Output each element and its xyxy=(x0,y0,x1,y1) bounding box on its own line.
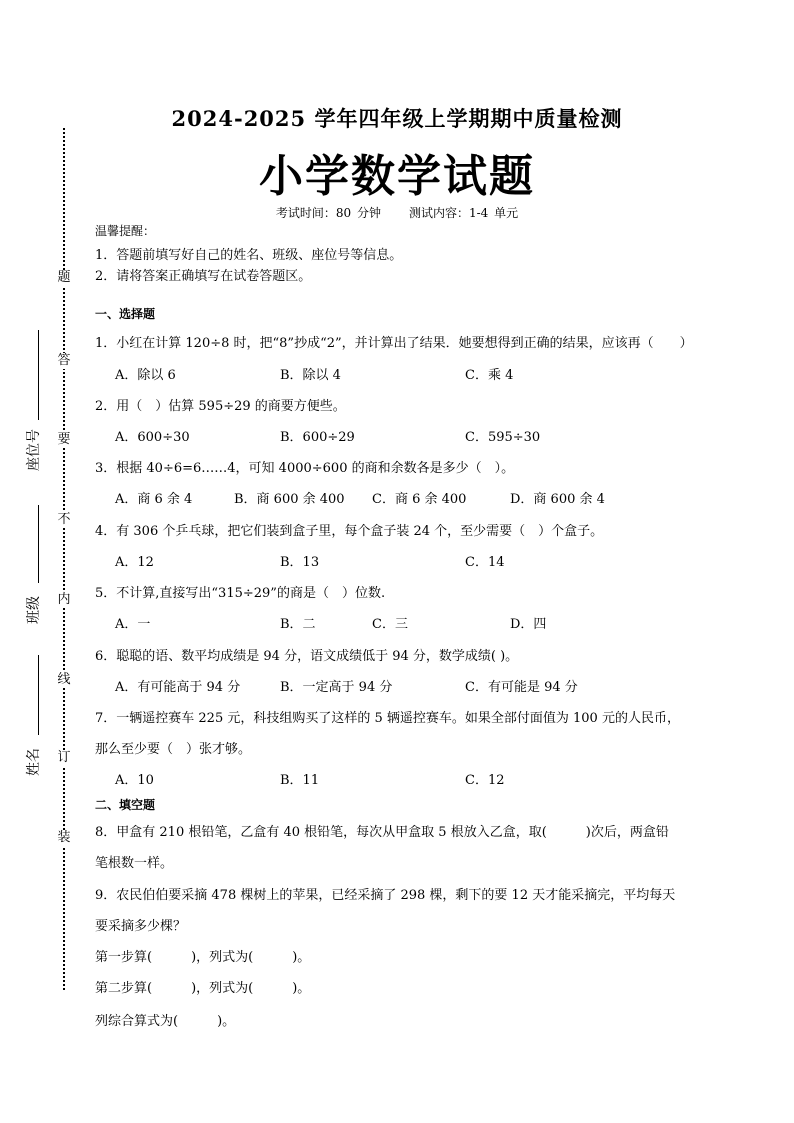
exam-scope: 测试内容：1-4 单元 xyxy=(408,206,519,220)
margin-char-5: 内 xyxy=(57,592,71,607)
q3-option-c[interactable]: C．商 6 余 400 xyxy=(372,492,467,507)
question-1: 1．小红在计算 120÷8 时，把“8”抄成“2”，并计算出了结果．她要想得到正确的结果，应该再（ ） xyxy=(95,336,693,351)
notice-heading: 温馨提醒： xyxy=(95,224,156,238)
q4-option-b[interactable]: B．13 xyxy=(280,555,320,570)
q2-option-b[interactable]: B．600÷29 xyxy=(280,430,355,445)
q6-option-c[interactable]: C．有可能是 94 分 xyxy=(465,680,578,695)
q6-option-a[interactable]: A．有可能高于 94 分 xyxy=(115,680,241,695)
q3-option-b[interactable]: B．商 600 余 400 xyxy=(234,492,345,507)
q5-option-c[interactable]: C．三 xyxy=(372,617,408,632)
seat-number-line[interactable] xyxy=(38,330,39,420)
question-9-line-1: 9．农民伯伯要采摘 478 棵树上的苹果，已经采摘了 298 棵，剩下的要 12 天才能采摘完，平均每天 xyxy=(95,888,676,903)
section-heading-choice: 一、选择题 xyxy=(95,307,156,321)
name-label: 姓名 xyxy=(26,748,42,776)
q5-option-a[interactable]: A．一 xyxy=(115,617,151,632)
question-4: 4．有 306 个乒乓球，把它们装到盒子里，每个盒子装 24 个，至少需要（ ）个盒子。 xyxy=(95,524,604,539)
seat-number-label: 座位号 xyxy=(26,429,42,471)
margin-char-8: 装 xyxy=(57,830,71,845)
q6-option-b[interactable]: B．一定高于 94 分 xyxy=(280,680,393,695)
question-6: 6．聪聪的语、数平均成绩是 94 分，语文成绩低于 94 分，数学成绩( )。 xyxy=(95,649,519,664)
q2-option-c[interactable]: C．595÷30 xyxy=(465,430,541,445)
margin-char-1: 题 xyxy=(57,270,71,285)
q9-step-2[interactable]: 第二步算( )，列式为( )。 xyxy=(95,981,311,996)
q2-option-a[interactable]: A．600÷30 xyxy=(115,430,190,445)
margin-char-6: 线 xyxy=(57,672,71,687)
question-7-line-2: 那么至少要（ ）张才够。 xyxy=(95,742,252,757)
q5-option-b[interactable]: B．二 xyxy=(280,617,316,632)
margin-char-4: 不 xyxy=(57,512,71,527)
name-line[interactable] xyxy=(38,655,39,735)
margin-char-3: 要 xyxy=(57,432,71,447)
q1-option-b[interactable]: B．除以 4 xyxy=(280,368,341,383)
question-8-line-2: 笔根数一样。 xyxy=(95,856,174,871)
notice-item-1: 1．答题前填写好自己的姓名、班级、座位号等信息。 xyxy=(95,248,403,263)
exam-time: 考试时间：80 分钟 xyxy=(275,206,381,220)
class-line[interactable] xyxy=(38,505,39,583)
q7-option-a[interactable]: A．10 xyxy=(115,773,154,788)
q7-option-b[interactable]: B．11 xyxy=(280,773,320,788)
question-8-line-1: 8．甲盒有 210 根铅笔，乙盒有 40 根铅笔，每次从甲盒取 5 根放入乙盒，取( )次后，两盒铅 xyxy=(95,825,669,840)
section-heading-fill: 二、填空题 xyxy=(95,798,156,812)
q4-option-a[interactable]: A．12 xyxy=(115,555,154,570)
question-2: 2．用（ ）估算 595÷29 的商要方便些。 xyxy=(95,399,346,414)
q1-option-a[interactable]: A．除以 6 xyxy=(115,368,176,383)
notice-item-2: 2．请将答案正确填写在试卷答题区。 xyxy=(95,269,312,284)
margin-char-7: 订 xyxy=(57,750,71,765)
q3-option-d[interactable]: D．商 600 余 4 xyxy=(510,492,605,507)
q4-option-c[interactable]: C．14 xyxy=(465,555,505,570)
exam-info xyxy=(0,204,794,221)
question-3: 3．根据 40÷6=6……4，可知 4000÷600 的商和余数各是多少（ ）。 xyxy=(95,461,515,476)
question-9-line-2: 要采摘多少棵？ xyxy=(95,919,187,934)
q9-combined[interactable]: 列综合算式为( )。 xyxy=(95,1014,236,1029)
exam-title: 2024-2025 学年四年级上学期期中质量检测 xyxy=(171,106,623,131)
class-label: 班级 xyxy=(26,596,42,624)
q1-option-c[interactable]: C．乘 4 xyxy=(465,368,514,383)
q5-option-d[interactable]: D．四 xyxy=(510,617,547,632)
margin-char-2: 答 xyxy=(57,353,71,368)
question-5: 5．不计算,直接写出“315÷29”的商是（ ）位数. xyxy=(95,586,386,601)
q7-option-c[interactable]: C．12 xyxy=(465,773,505,788)
question-7-line-1: 7．一辆遥控赛车 225 元，科技组购买了这样的 5 辆遥控赛车。如果全部付面值为 100 元的人民币， xyxy=(95,711,680,726)
exam-subtitle: 小学数学试题 xyxy=(259,151,535,202)
q3-option-a[interactable]: A．商 6 余 4 xyxy=(115,492,193,507)
q9-step-1[interactable]: 第一步算( )，列式为( )。 xyxy=(95,950,311,965)
binding-dotted-line xyxy=(63,128,65,990)
